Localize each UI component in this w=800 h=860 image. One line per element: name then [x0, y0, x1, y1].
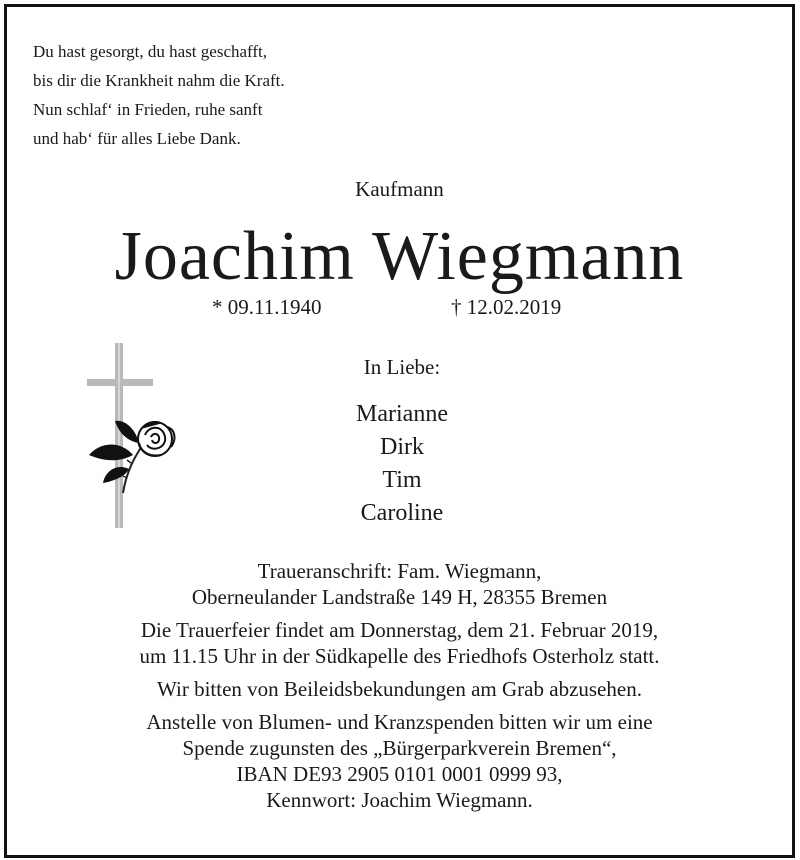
poem-line: bis dir die Krankheit nahm die Kraft. — [33, 71, 285, 90]
donation-line: Anstelle von Blumen- und Kranzspenden bitten wir um eine — [146, 710, 653, 734]
address-line: Traueranschrift: Fam. Wiegmann, — [257, 559, 542, 583]
request-line: Wir bitten von Beileidsbekundungen am Grab abzusehen. — [157, 677, 642, 701]
poem-line: und hab‘ für alles Liebe Dank. — [33, 129, 241, 148]
poem-line: Nun schlaf‘ in Frieden, ruhe sanft — [33, 100, 263, 119]
poem — [33, 37, 285, 153]
cross-with-rose-icon — [79, 343, 189, 537]
deceased-name: Joachim Wiegmann — [114, 218, 685, 295]
family-member: Caroline — [360, 500, 444, 526]
address-line: Oberneulander Landstraße 149 H, 28355 Bremen — [191, 585, 608, 609]
death-date: † 12.02.2019 — [451, 295, 562, 319]
birth-date: * 09.11.1940 — [212, 295, 322, 319]
family-list — [267, 355, 537, 530]
ceremony-line: Die Trauerfeier findet am Donnerstag, dem 21. Februar 2019, — [140, 618, 659, 642]
donation-line: Kennwort: Joachim Wiegmann. — [266, 788, 533, 812]
family-member: Dirk — [380, 434, 424, 460]
notice-information — [7, 551, 792, 820]
donation-line: Spende zugunsten des „Bürgerparkverein Bremen“, — [182, 736, 617, 760]
family-member: Tim — [382, 467, 422, 493]
obituary-notice — [4, 4, 795, 858]
profession-title: Kaufmann — [355, 177, 444, 201]
ceremony-line: um 11.15 Uhr in der Südkapelle des Friedhofs Osterholz statt. — [139, 644, 660, 668]
poem-line: Du hast gesorgt, du hast geschafft, — [33, 42, 268, 61]
donation-line: IBAN DE93 2905 0101 0001 0999 93, — [236, 762, 563, 786]
family-member: Marianne — [356, 401, 448, 427]
family-intro: In Liebe: — [363, 355, 441, 379]
